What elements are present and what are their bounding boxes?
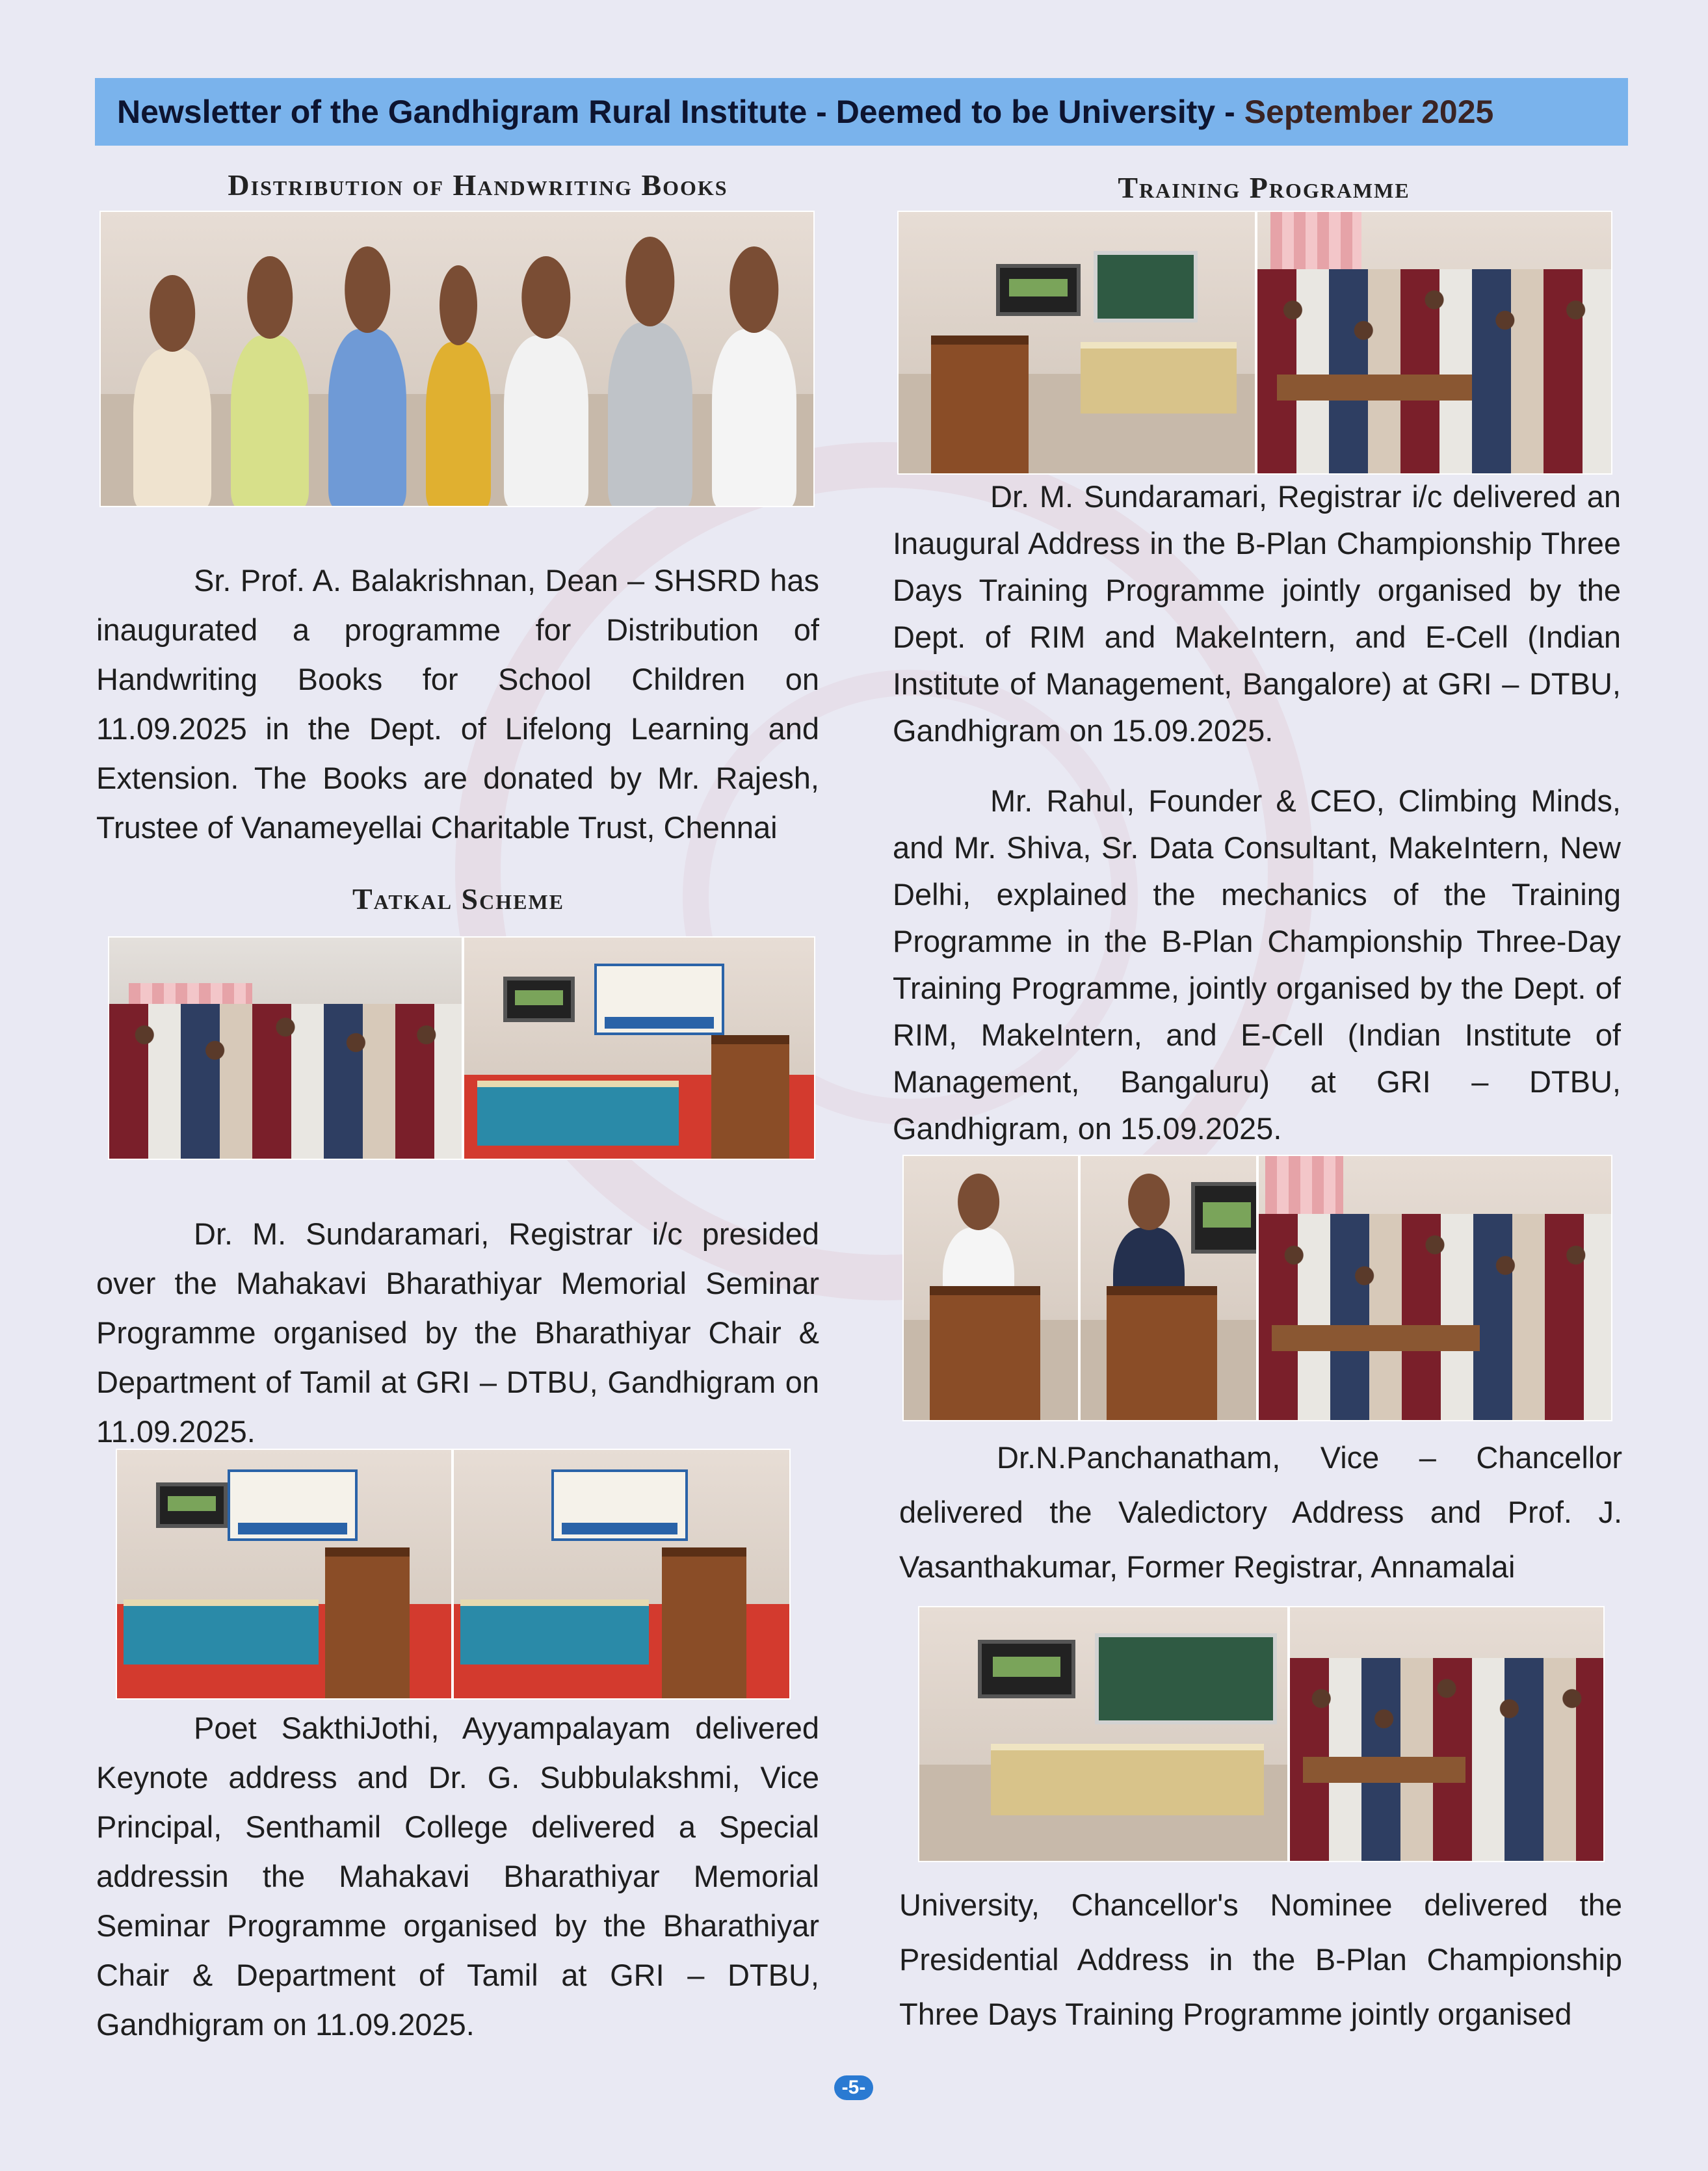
- photo-training-audience-2: [1257, 1155, 1612, 1421]
- paragraph-valedictory-address: Dr.N.Panchanatham, Vice – Chancellor delivered the Valedictory Address and Prof. J. Vasanthakumar, Former Registrar, Annamalai: [899, 1440, 1622, 1584]
- photo-handwriting-books-distribution: [99, 211, 815, 507]
- newsletter-header: [95, 78, 1628, 146]
- photo-inaugural-address: [897, 211, 1256, 475]
- page-number: -5-: [834, 2075, 873, 2100]
- photo-valedictory-dais: [918, 1606, 1289, 1862]
- paragraph-handwriting-books: Sr. Prof. A. Balakrishnan, Dean – SHSRD has inaugurated a programme for Distribution of Handwriting Books for School Children on 11.09.2025 in the Dept. of Lifelong Learning and Extension. The Books are donated by Mr. Rajesh, Trustee of Vanameyellai Charitable Trust, Chennai: [96, 563, 819, 845]
- paragraph-keynote-address: Poet SakthiJothi, Ayyampalayam delivered Keynote address and Dr. G. Subbulakshmi, Vice Principal, Senthamil College delivered a Special addressin the Mahakavi Bharathiyar Memorial Seminar Programme organised by the Bharathiyar Chair & Department of Tamil at GRI – DTBU, Gandhigram on 11.09.2025.: [96, 1711, 819, 2042]
- photo-keynote-speaker-2: [453, 1449, 791, 1700]
- newsletter-month: September 2025: [1244, 94, 1494, 130]
- photo-speaker-shiva: [1079, 1155, 1257, 1421]
- paragraph-presidential-address: University, Chancellor's Nominee delivered the Presidential Address in the B-Plan Championship Three Days Training Programme jointly organised: [899, 1888, 1622, 2031]
- photo-keynote-speaker-1: [116, 1449, 453, 1700]
- paragraph-training-mechanics: Mr. Rahul, Founder & CEO, Climbing Minds, and Mr. Shiva, Sr. Data Consultant, MakeIntern, New Delhi, explained the mechanics of the Training Programme in the B-Plan Championship Three-Day Training Programme, jointly organised by the Dept. of RIM, MakeIntern, and E-Cell (Indian Institute of Management, Bangaluru) at GRI – DTBU, Gandhigram, on 15.09.2025.: [893, 783, 1621, 1146]
- section-title-tatkal-scheme: Tatkal Scheme: [352, 882, 565, 915]
- newsletter-title: Newsletter of the Gandhigram Rural Institute - Deemed to be University -: [117, 94, 1235, 130]
- paragraph-bharathiyar-seminar: Dr. M. Sundaramari, Registrar i/c presided over the Mahakavi Bharathiyar Memorial Seminar Programme organised by the Bharathiyar Chair & Department of Tamil at GRI – DTBU, Gandhigram on 11.09.2025.: [96, 1217, 819, 1449]
- photo-seminar-dais: [463, 936, 815, 1160]
- section-title-training-programme: Training Programme: [1118, 171, 1410, 204]
- photo-training-audience-1: [1256, 211, 1612, 475]
- paragraph-inaugural-address: Dr. M. Sundaramari, Registrar i/c delivered an Inaugural Address in the B-Plan Championship Three Days Training Programme jointly organised by the Dept. of RIM and MakeIntern, and E-Cell (Indian Institute of Management, Bangalore) at GRI – DTBU, Gandhigram on 15.09.2025.: [893, 479, 1621, 748]
- photo-training-audience-3: [1289, 1606, 1605, 1862]
- section-title-handwriting-books: Distribution of Handwriting Books: [228, 168, 728, 202]
- photo-seminar-audience: [108, 936, 463, 1160]
- photo-speaker-rahul: [902, 1155, 1079, 1421]
